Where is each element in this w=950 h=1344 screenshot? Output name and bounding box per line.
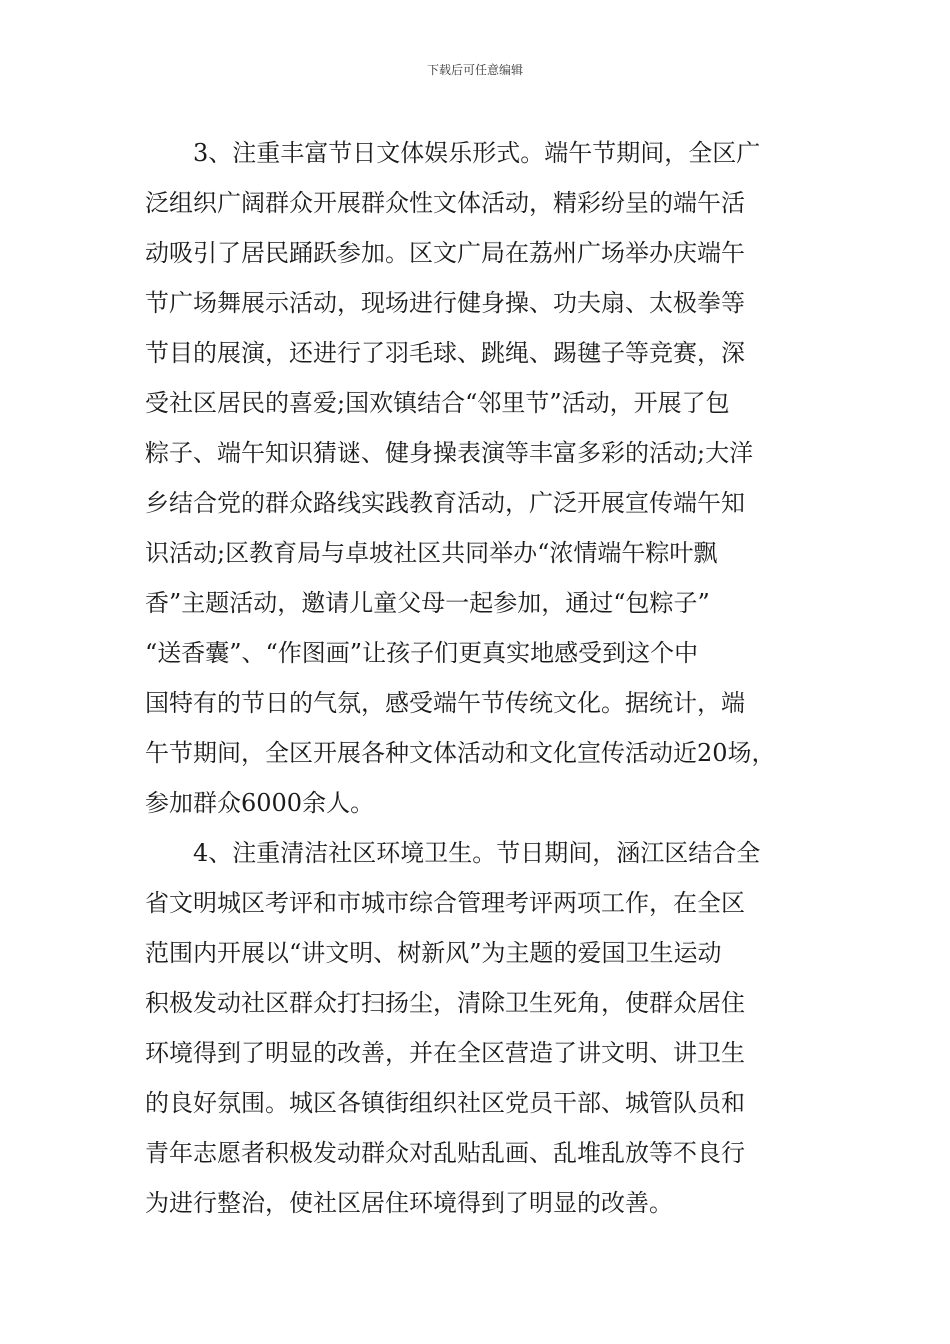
paragraph-4-line: 青年志愿者积极发动群众对乱贴乱画、乱堆乱放等不良行 (145, 1139, 745, 1167)
paragraph-4-line: 4、注重清洁社区环境卫生。节日期间，涵江区结合全 (193, 839, 761, 867)
paragraph-3-line: 动吸引了居民踊跃参加。区文广局在荔州广场举办庆端午 (145, 239, 745, 267)
paragraph-4-line: 环境得到了明显的改善，并在全区营造了讲文明、讲卫生 (145, 1039, 745, 1067)
paragraph-3-line: 粽子、端午知识猜谜、健身操表演等丰富多彩的活动;大洋 (145, 439, 754, 467)
paragraph-3-line: 参加群众6000余人。 (145, 789, 375, 817)
body-text (145, 128, 815, 1228)
paragraph-3-line: 节广场舞展示活动，现场进行健身操、功夫扇、太极拳等 (145, 289, 745, 317)
paragraph-4-line: 省文明城区考评和市城市综合管理考评两项工作，在全区 (145, 889, 745, 917)
paragraph-3-line: 香”主题活动，邀请儿童父母一起参加，通过“包粽子” (145, 589, 710, 617)
header-note: 下载后可任意编辑 (426, 63, 523, 77)
paragraph-4-line: 的良好氛围。城区各镇街组织社区党员干部、城管队员和 (145, 1089, 745, 1117)
paragraph-4-line: 范围内开展以“讲文明、树新风”为主题的爱国卫生运动 (145, 939, 722, 967)
paragraph-3-line: 3、注重丰富节日文体娱乐形式。端午节期间，全区广 (193, 139, 761, 167)
paragraph-4-line: 积极发动社区群众打扫扬尘，清除卫生死角，使群众居住 (145, 989, 745, 1017)
paragraph-3-line: “送香囊”、“作图画”让孩子们更真实地感受到这个中 (145, 639, 699, 667)
paragraph-3-line: 泛组织广阔群众开展群众性文体活动，精彩纷呈的端午活 (145, 189, 745, 217)
paragraph-3-line: 受社区居民的喜爱;国欢镇结合“邻里节”活动，开展了包 (145, 389, 730, 417)
paragraph-4-line: 为进行整治，使社区居住环境得到了明显的改善。 (145, 1189, 673, 1217)
paragraph-3-line: 节目的展演，还进行了羽毛球、跳绳、踢毽子等竞赛，深 (145, 339, 745, 367)
paragraph-3-line: 午节期间，全区开展各种文体活动和文化宣传活动近20场， (145, 739, 776, 767)
paragraph-3-line: 国特有的节日的气氛，感受端午节传统文化。据统计，端 (145, 689, 745, 717)
paragraph-3-line: 识活动;区教育局与卓坡社区共同举办“浓情端午粽叶飘 (145, 539, 718, 567)
paragraph-3-line: 乡结合党的群众路线实践教育活动，广泛开展宣传端午知 (145, 489, 745, 517)
